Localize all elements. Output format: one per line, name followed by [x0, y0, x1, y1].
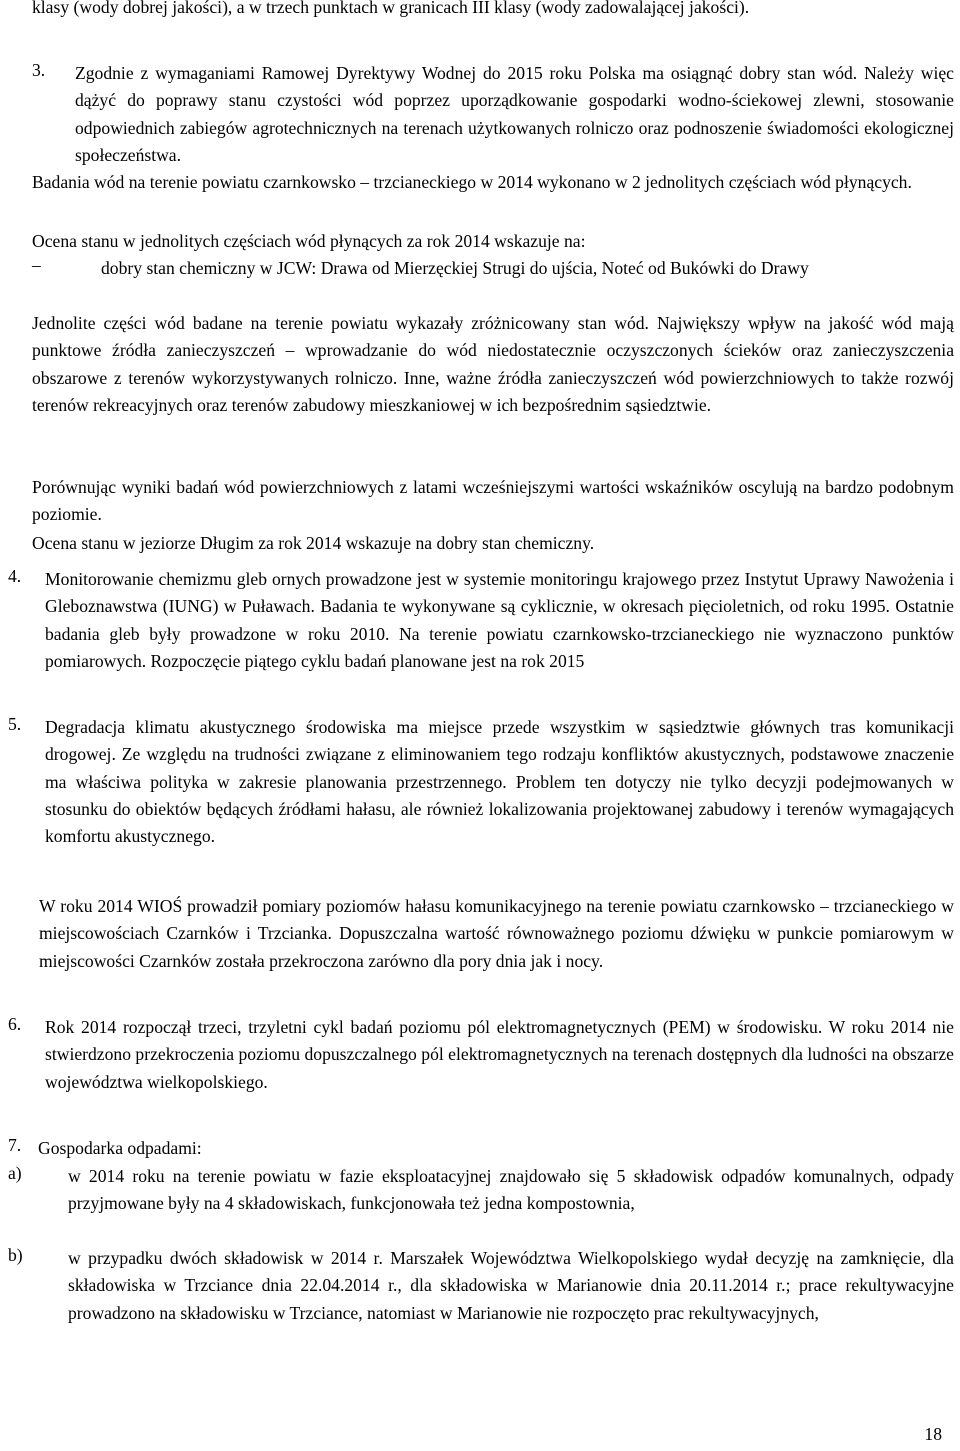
item-3-assessment-intro: Ocena stanu w jednolitych częściach wód płynących za rok 2014 wskazuje na: [32, 231, 586, 251]
item-3-text: Zgodnie z wymaganiami Ramowej Dyrektywy Wodnej do 2015 roku Polska ma osiągnąć dobry stan wód. Należy więc dążyć do poprawy stanu czystości wód poprzez uporządkowanie gospodarki wodno-ściekowej zlewni, stosowanie odpowiednich zabiegów agrotechnicznych na terenach użytkowanych rolniczo oraz podnoszenie świadomości ekologicznej społeczeństwa. [75, 63, 954, 165]
item-7a-text: w 2014 roku na terenie powiatu w fazie eksploatacyjnej znajdowało się 5 składowisk odpadów komunalnych, odpady przyjmowane były na 4 składowiskach, funkcjonowała też jedna kompostownia, [68, 1166, 954, 1214]
item-7-number: 7. [8, 1135, 22, 1155]
intro-paragraph: klasy (wody dobrej jakości), a w trzech punktach w granicach III klasy (wody zadowalającej jakości). [32, 0, 750, 17]
item-3-number: 3. [32, 60, 46, 80]
item-3-survey: Badania wód na terenie powiatu czarnkowsko – trzcianeckiego w 2014 wykonano w 2 jednolitych częściach wód płynących. [32, 172, 912, 192]
item-3-comparison: Porównując wyniki badań wód powierzchniowych z latami wcześniejszymi wartości wskaźników oscylują na bardzo podobnym poziomie. [32, 477, 954, 525]
item-5-text: Degradacja klimatu akustycznego środowiska ma miejsce przede wszystkim w sąsiedztwie głównych tras komunikacji drogowej. Ze względu na trudności związane z eliminowaniem tego rodzaju konfliktów akustycznych, podstawowe znaczenie ma właściwa polityka w zakresie planowania przestrzennego. Problem ten dotyczy nie tylko decyzji podejmowanych w stosunku do obiektów będących źródłami hałasu, ale również lokalizowania projektowanej zabudowy i terenów wymagających komfortu akustycznego. [45, 717, 954, 847]
item-5-measurements: W roku 2014 WIOŚ prowadził pomiary poziomów hałasu komunikacyjnego na terenie powiatu czarnkowsko – trzcianeckiego w miejscowościach Czarnków i Trzcianka. Dopuszczalna wartość równoważnego poziomu dźwięku w punkcie pomiarowym w miejscowości Czarnków została przekroczona zarówno dla pory dnia jak i nocy. [39, 896, 954, 971]
item-3-diversity: Jednolite części wód badane na terenie powiatu wykazały zróżnicowany stan wód. Największy wpływ na jakość wód mają punktowe źródła zanieczyszczeń – wprowadzanie do wód niedostatecznie oczyszczonych ścieków oraz zanieczyszczenia obszarowe z terenów wykorzystywanych rolniczo. Inne, ważne źródła zanieczyszczeń wód powierzchniowych to także rozwój terenów rekreacyjnych oraz terenów zabudowy mieszkaniowej w ich bezpośrednim sąsiedztwie. [32, 313, 954, 415]
item-7a-label: a) [8, 1163, 22, 1183]
item-4-text: Monitorowanie chemizmu gleb ornych prowadzone jest w systemie monitoringu krajowego przez Instytut Uprawy Nawożenia i Gleboznawstwa (IUNG) w Puławach. Badania te wykonywane są cyklicznie, w okresach pięcioletnich, od roku 1995. Ostatnie badania gleb były prowadzone w roku 2010. Na terenie powiatu czarnkowsko-trzcianeckiego nie wyznaczono punktów pomiarowych. Rozpoczęcie piątego cyklu badań planowane jest na rok 2015 [45, 569, 954, 671]
item-7b-label: b) [8, 1245, 23, 1265]
item-6-number: 6. [8, 1014, 22, 1034]
item-7-title: Gospodarka odpadami: [38, 1138, 202, 1158]
item-3-lake: Ocena stanu w jeziorze Długim za rok 2014 wskazuje na dobry stan chemiczny. [32, 533, 595, 553]
item-3-bullet: dobry stan chemiczny w JCW: Drawa od Mierzęckiej Strugi do ujścia, Noteć od Bukówki do Drawy [101, 258, 809, 278]
item-7b-text: w przypadku dwóch składowisk w 2014 r. Marszałek Województwa Wielkopolskiego wydał decyzję na zamknięcie, dla składowiska w Trzciance dnia 22.04.2014 r., dla składowiska w Marianowie dnia 20.11.2014 r.; prace rekultywacyjne prowadzono na składowisku w Trzciance, natomiast w Marianowie nie rozpoczęto prac rekultywacyjnych, [68, 1248, 954, 1323]
bullet-dash-icon: – [32, 255, 41, 275]
item-6-text: Rok 2014 rozpoczął trzeci, trzyletni cykl badań poziomu pól elektromagnetycznych (PEM) w środowisku. W roku 2014 nie stwierdzono przekroczenia poziomu dopuszczalnego pól elektromagnetycznych na terenach dostępnych dla ludności na obszarze województwa wielkopolskiego. [45, 1017, 954, 1092]
item-5-number: 5. [8, 714, 22, 734]
item-4-number: 4. [8, 566, 22, 586]
page-number: 18 [924, 1424, 942, 1444]
